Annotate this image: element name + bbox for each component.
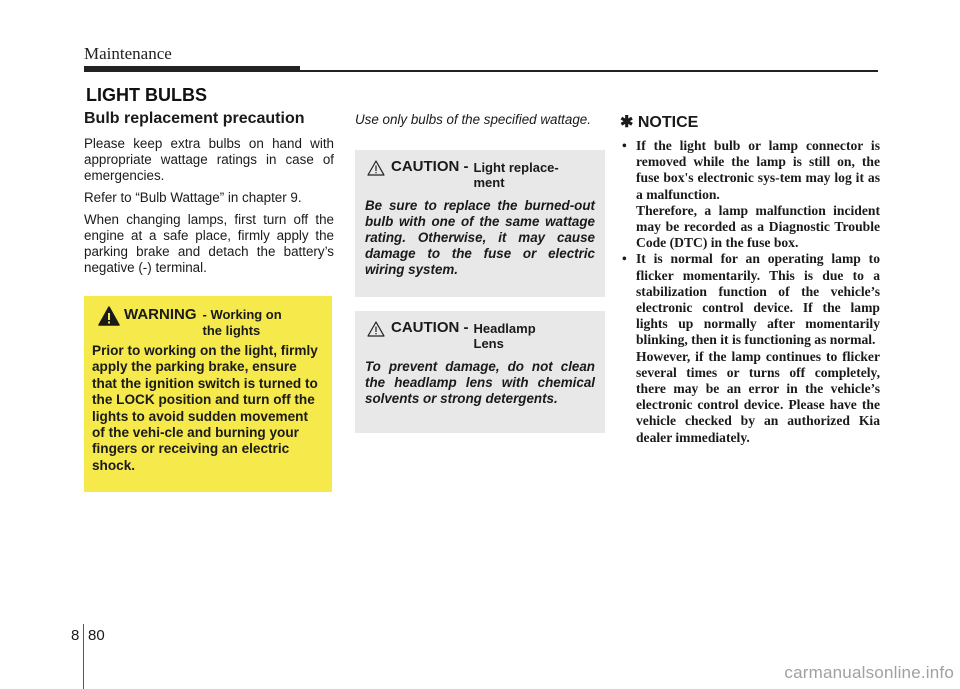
notice-item-continuation: However, if the lamp continues to flicker several times or turns off completely, there may be an error in the vehicle’s electronic control device. Please have the vehicle checked by an authorized Kia dealer immediately. [636,348,880,445]
caution-box-light-replacement [355,150,605,297]
notice-item-text: It is normal for an operating lamp to flicker momentarily. This is due to a stabilization function of the vehicle’s electronic control device. If the lamp lights up normally after momentarily blinking, then it is functioning as normal. [636,251,880,348]
notice-list [620,138,880,446]
caution-body: Be sure to replace the burned-out bulb with one of the same wattage rating. Otherwise, it may cause damage to the fuse or electric wiring system. [365,198,595,277]
notice-item [620,138,880,251]
caution-body: To prevent damage, do not clean the headlamp lens with chemical solvents or strong detergents. [365,359,595,406]
notice-section [620,112,880,446]
notice-title: ✱ NOTICE [620,114,699,131]
caution-box-headlamp-lens [355,311,605,433]
notice-item-text: If the light bulb or lamp connector is removed while the lamp is still on, the fuse box's electronic sys-tem may log it as a malfunction. [636,138,880,202]
chapter-number: 8 [71,627,80,644]
section-title: LIGHT BULBS [86,85,207,105]
running-header-title: Maintenance [84,44,172,63]
caution-header [365,319,595,351]
footer-divider [83,624,84,689]
caution-label: CAUTION - [391,158,469,175]
header-thin-rule [300,70,878,72]
page-number: 80 [88,627,105,644]
watermark: carmanualsonline.info [784,663,954,682]
paragraph-changing-lamps: When changing lamps, first turn off the engine at a safe place, firmly apply the parking brake and detach the battery’s negative (-) terminal. [84,212,334,275]
left-column [84,110,334,282]
header-thick-rule [84,66,300,72]
paragraph-bulb-wattage-ref: Refer to “Bulb Wattage” in chapter 9. [84,190,302,205]
caution-subtitle: Headlamp Lens [473,321,536,351]
wattage-note: Use only bulbs of the specified wattage. [355,112,591,127]
warning-triangle-icon [98,306,120,326]
notice-item [620,251,880,445]
warning-label: WARNING [124,306,197,323]
warning-header [92,306,324,339]
warning-box [84,296,332,492]
notice-item-continuation: Therefore, a lamp malfunction incident may be recorded as a Diagnostic Trouble Code (DTC) in the fuse box. [636,202,880,251]
caution-triangle-icon [367,160,385,176]
caution-triangle-icon [367,321,385,337]
caution-subtitle: Light replace-ment [473,160,559,190]
caution-label: CAUTION - [391,319,469,336]
subsection-heading: Bulb replacement precaution [84,110,305,127]
caution-header [365,158,595,190]
warning-subtitle: - Working on the lights [202,307,282,338]
paragraph-extra-bulbs: Please keep extra bulbs on hand with appropriate wattage ratings in case of emergencies. [84,136,334,183]
warning-body: Prior to working on the light, firmly apply the parking brake, ensure that the ignition switch is turned to the LOCK position and turn off the lights to avoid sudden movement of the vehi-cle and burning your fingers or receiving an electric shock. [92,343,318,473]
